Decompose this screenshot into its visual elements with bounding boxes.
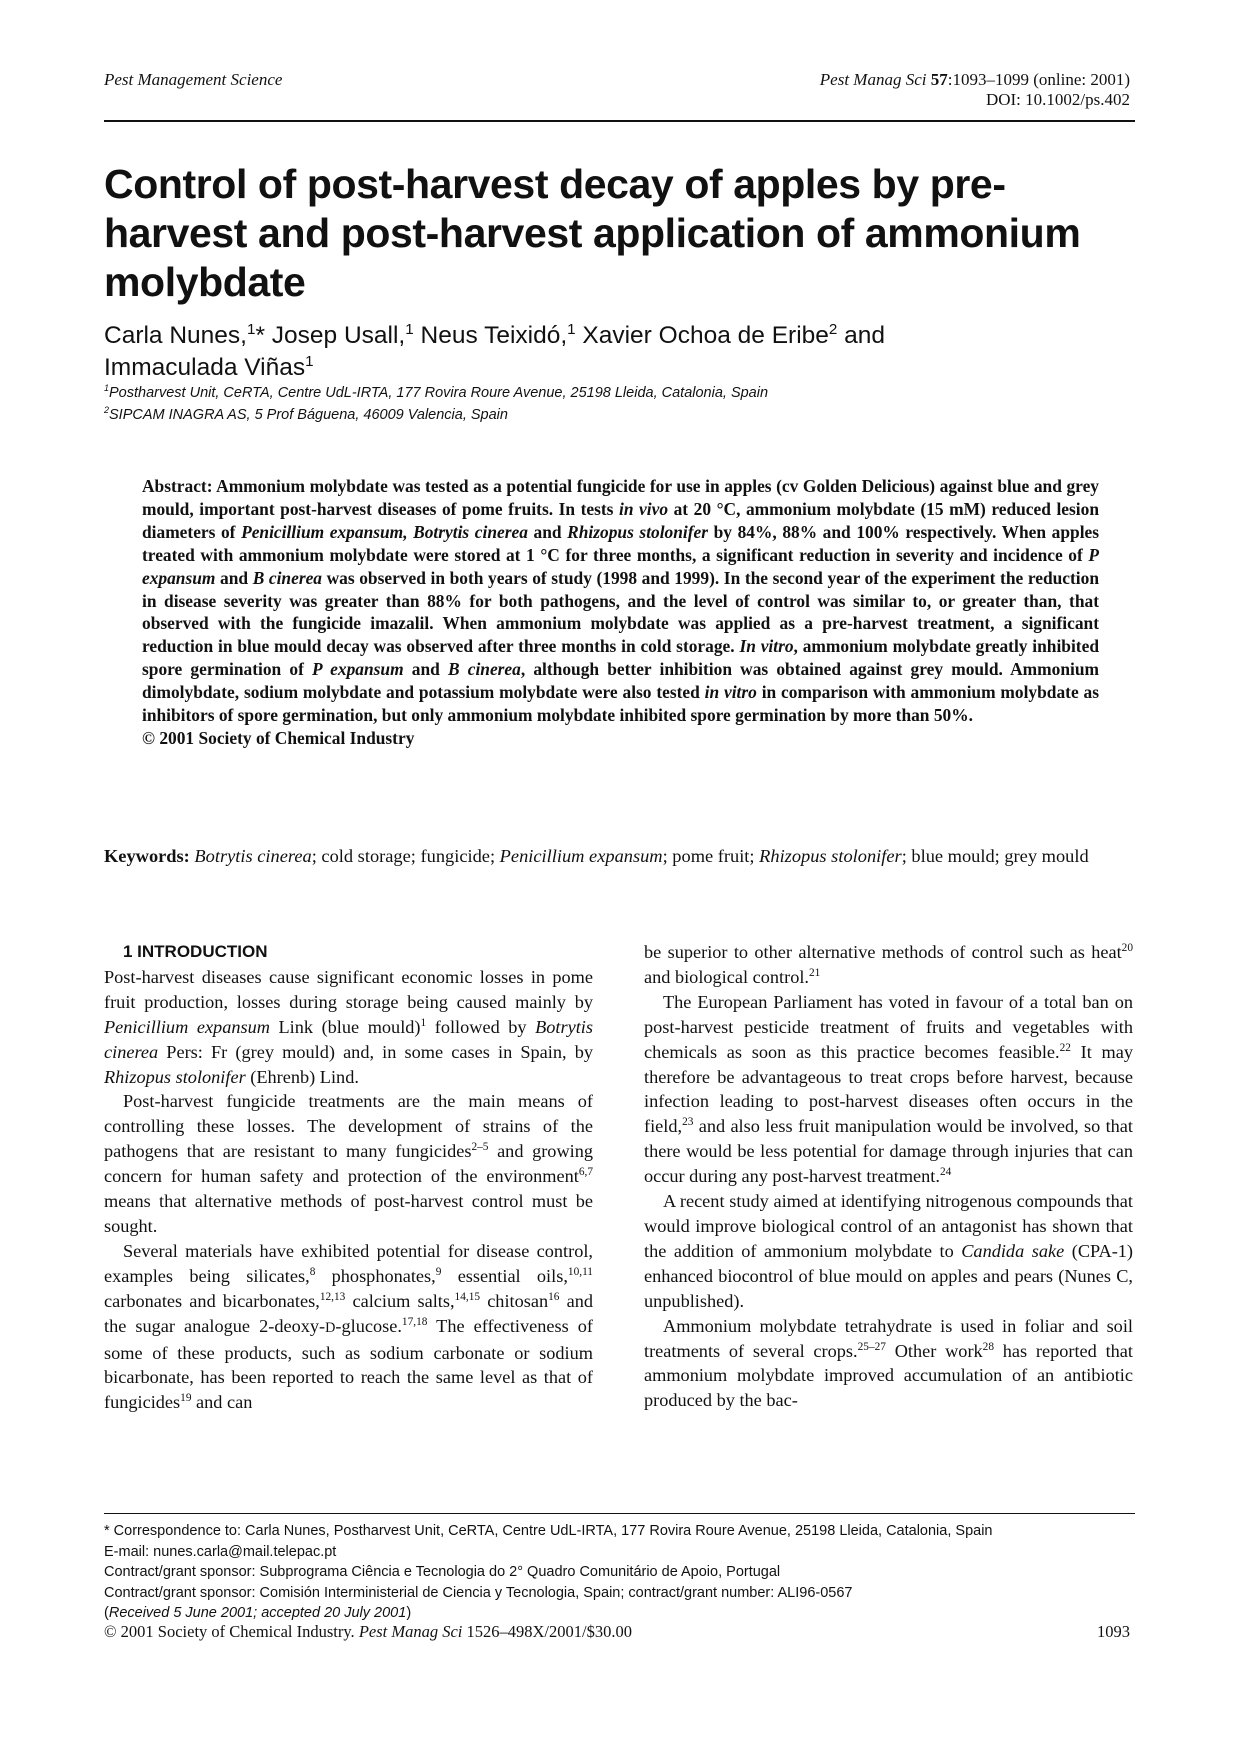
affiliation-2-num: 2 (104, 405, 109, 416)
paragraph (644, 1314, 1133, 1414)
paragraph (644, 1189, 1133, 1314)
email[interactable]: E-mail: nunes.carla@mail.telepac.pt (104, 1543, 337, 1560)
running-header-journal: Pest Management Science (104, 70, 283, 89)
citation-ref[interactable]: 6,7 (578, 1166, 593, 1179)
keyword: ; cold storage; fungicide; (311, 846, 500, 866)
footer-issn: 1526–498X/2001/$30.00 (462, 1622, 632, 1641)
author-1: Carla Nunes, (104, 322, 247, 349)
abstract (142, 475, 1099, 750)
footer-journal: Pest Manag Sci (358, 1622, 463, 1641)
text: Pers: Fr (grey mould) and, in some cases in Spain, by (158, 1041, 593, 1062)
text: be superior to other alternative methods of control such as heat (644, 942, 1122, 962)
abstract-italic: Penicillium expansum, Botrytis cinerea (241, 521, 528, 542)
text: means that alternative methods of post-harvest control must be sought. (104, 1191, 593, 1236)
footnotes (104, 1521, 1135, 1624)
author-5-affil: 1 (305, 352, 314, 370)
author-2: Josep Usall, (264, 322, 406, 349)
affiliation-2 (104, 406, 1135, 424)
text: phosphonates, (315, 1265, 436, 1286)
text: essential oils, (441, 1265, 568, 1286)
abstract-italic: in vitro (704, 682, 757, 703)
paragraph (104, 1089, 593, 1238)
paragraph (104, 1239, 593, 1415)
small-caps: D (325, 1319, 336, 1336)
text: (CPA-1) enhanced biocontrol of blue mould on apples and pears (Nunes C, unpublished). (644, 1240, 1134, 1311)
citation-ref[interactable]: 20 (1121, 941, 1133, 954)
body-column-left (104, 940, 593, 1415)
abstract-text: , although better inhibition was obtained against grey mould. Ammonium dimolybdate, sodium molybdate and potassium molybdate were also tested (142, 659, 1099, 703)
text: calcium salts, (345, 1290, 455, 1311)
author-1-affil: 1 (246, 320, 256, 338)
citation-ref[interactable]: 28 (982, 1340, 994, 1353)
abstract-text: and (215, 567, 253, 588)
received-dates (104, 1603, 1135, 1624)
citation-ref[interactable]: 9 (435, 1265, 442, 1278)
citation-ref[interactable]: 14,15 (454, 1290, 481, 1303)
text: and can (191, 1392, 253, 1413)
italic: Rhizopus stolonifer (104, 1066, 246, 1087)
citation-ref[interactable]: 1 (420, 1016, 427, 1029)
abstract-text: Abstract: Ammonium molybdate was tested as a potential fungicide for use in apples (cv Golden Delicious) against blue and grey mould, important post-harvest diseases of pome fruits. In tests (142, 476, 1099, 519)
text: followed by (426, 1016, 536, 1037)
corresponding-mark: * (255, 322, 265, 349)
text: chitosan (480, 1290, 549, 1311)
correspondence: * Correspondence to: Carla Nunes, Postharvest Unit, CeRTA, Centre UdL-IRTA, 177 Rovira Roure Avenue, 25198 Lleida, Catalonia, Spain (104, 1523, 993, 1539)
abstract-text: and (527, 521, 568, 542)
footer-copyright: © 2001 Society of Chemical Industry. (104, 1622, 359, 1641)
doi[interactable]: DOI: 10.1002/ps.402 (985, 90, 1130, 109)
abstract-italic: In vitro (739, 636, 794, 657)
section-heading-introduction: 1 INTRODUCTION (123, 942, 268, 961)
citation-ref[interactable]: 23 (682, 1116, 694, 1129)
italic: Candida sake (961, 1240, 1065, 1261)
text: The European Parliament has voted in favour of a total ban on post-harvest pesticide treatment of fruits and vegetables with chemicals as soon as this practice becomes feasible. (644, 991, 1133, 1062)
keyword: Penicillium expansum (499, 846, 663, 866)
affiliation-1-num: 1 (104, 383, 109, 394)
text: and also less fruit manipulation would be involved, so that there would be less potential for damage through injuries that can occur during any post-harvest treatment. (644, 1116, 1133, 1187)
citation-ref[interactable]: 2–5 (471, 1141, 489, 1154)
author-list (104, 320, 1135, 384)
citation-volume: 57 (930, 70, 948, 89)
paragraph (644, 990, 1133, 1189)
text: and growing concern for human safety and protection of the environment (104, 1141, 594, 1187)
citation-ref[interactable]: 16 (548, 1290, 560, 1303)
affiliation-1 (104, 384, 1135, 402)
text: A recent study aimed at identifying nitrogenous compounds that would improve biological control of an antagonist has shown that the addition of ammonium molybdate to (644, 1191, 1133, 1261)
abstract-italic: in vivo (619, 498, 669, 519)
footnote-rule (104, 1513, 1135, 1514)
body-column-right (644, 940, 1133, 1413)
citation-ref[interactable]: 24 (939, 1166, 952, 1179)
keyword: ; pome fruit; (662, 846, 760, 866)
citation-ref[interactable]: 8 (309, 1265, 316, 1278)
author-5: Immaculada Viñas (104, 354, 306, 381)
author-4: Xavier Ochoa de Eribe (575, 322, 829, 349)
and-word: and (837, 322, 886, 349)
paragraph (644, 940, 1133, 990)
abstract-copyright: © 2001 Society of Chemical Industry (142, 727, 415, 748)
citation-ref[interactable]: 21 (809, 966, 821, 979)
citation-ref[interactable]: 12,13 (319, 1290, 346, 1303)
abstract-text: at 20 °C, ammonium molybdate (15 mM) reduced lesion diameters of (142, 498, 1099, 542)
paren: ) (406, 1605, 412, 1621)
paragraph (104, 965, 593, 1090)
text: Other work (885, 1340, 983, 1361)
abstract-italic: Rhizopus stolonifer (567, 521, 709, 542)
citation-ref[interactable]: 19 (180, 1392, 192, 1405)
citation-ref[interactable]: 17,18 (401, 1315, 428, 1328)
text: Several materials have exhibited potential for disease control, examples being silicates, (104, 1240, 593, 1286)
italic: Botrytis cinerea (104, 1016, 593, 1062)
italic: Penicillium expansum (104, 1016, 270, 1037)
page-number: 1093 (1097, 1622, 1130, 1641)
citation-ref[interactable]: 25–27 (857, 1340, 886, 1353)
article-title: Control of post-harvest decay of apples by pre-harvest and post-harvest application of ammonium molybdate (104, 161, 1081, 305)
text: (Ehrenb) Lind. (245, 1066, 359, 1087)
author-4-affil: 2 (828, 320, 838, 338)
header-rule (104, 120, 1135, 122)
abstract-italic: B cinerea (252, 567, 323, 588)
page-footer (104, 1622, 1135, 1642)
abstract-text: and (403, 659, 448, 680)
author-3: Neus Teixidó, (413, 322, 568, 349)
text: The effectiveness of some of these products, such as sodium carbonate or sodium bicarbonate, has been reported to reach the same level as that of fungicides (104, 1315, 593, 1413)
citation-ref[interactable]: 22 (1059, 1041, 1071, 1054)
text: It may therefore be advantageous to treat crops before harvest, because infection leading to post-harvest diseases often occurs in the field, (644, 1041, 1133, 1137)
abstract-text: by 84%, 88% and 100% respectively. When apples treated with ammonium molybdate were stored at 1 °C for three months, a significant reduction in severity and incidence of (142, 521, 1100, 565)
text: and biological control. (644, 966, 809, 987)
grant-sponsor-1: Contract/grant sponsor: Subprograma Ciência e Tecnologia do 2° Quadro Comunitário de Apoio, Portugal (104, 1564, 781, 1580)
text: Ammonium molybdate tetrahydrate is used in foliar and soil treatments of several crops. (644, 1315, 1133, 1361)
text: -glucose. (335, 1315, 402, 1336)
citation-pages: :1093–1099 (online: 2001) (947, 70, 1130, 89)
keyword: Botrytis cinerea (194, 846, 312, 866)
abstract-text: , ammonium molybdate greatly inhibited spore germination of (142, 636, 1099, 680)
text: and the sugar analogue 2-deoxy- (104, 1290, 593, 1336)
citation-ref[interactable]: 10,11 (567, 1265, 593, 1278)
text: Post-harvest diseases cause significant economic losses in pome fruit production, losses during storage being caused mainly by (104, 966, 593, 1012)
abstract-italic: P expansum (312, 659, 404, 680)
keyword: Rhizopus stolonifer (759, 846, 902, 866)
abstract-text: was observed in both years of study (1998 and 1999). In the second year of the experiment the reduction in disease severity was greater than 88% for both pathogens, and the level of control was similar to, or greater than, that observed with the fungicide imazalil. When ammonium molybdate was applied as a pre-harvest treatment, a significant reduction in blue mould decay was observed after three months in cold storage. (142, 567, 1099, 657)
grant-sponsor-2: Contract/grant sponsor: Comisión Interministerial de Ciencia y Tecnologia, Spain; contract/grant number: ALI96-0567 (104, 1584, 853, 1601)
citation-journal: Pest Manag Sci (819, 70, 927, 89)
text: Post-harvest fungicide treatments are the main means of controlling these losses. The development of strains of the pathogens that are resistant to many fungicides (104, 1091, 593, 1162)
text: Link (blue mould) (269, 1016, 421, 1037)
abstract-italic: P expansum (142, 544, 1099, 588)
affiliation-1-text: Postharvest Unit, CeRTA, Centre UdL-IRTA, 177 Rovira Roure Avenue, 25198 Lleida, Catalonia, Spain (109, 385, 769, 401)
keyword: ; blue mould; grey mould (901, 846, 1089, 866)
author-3-affil: 1 (567, 320, 576, 338)
text: has reported that ammonium molybdate improved accumulation of an antibiotic produced by the bac- (644, 1340, 1133, 1411)
abstract-italic: B cinerea (447, 659, 521, 680)
paren: ( (104, 1605, 109, 1621)
received-text: Received 5 June 2001; accepted 20 July 2001 (108, 1605, 407, 1621)
affiliation-2-text: SIPCAM INAGRA AS, 5 Prof Báguena, 46009 Valencia, Spain (109, 407, 508, 423)
author-2-affil: 1 (405, 320, 414, 338)
keywords-label: Keywords: (104, 846, 190, 866)
text: carbonates and bicarbonates, (104, 1290, 320, 1311)
running-header-citation (820, 70, 1130, 110)
keywords (104, 845, 1135, 868)
abstract-text: in comparison with ammonium molybdate as inhibitors of spore germination, but only ammonium molybdate inhibited spore germination by more than 50%. (142, 682, 1099, 726)
